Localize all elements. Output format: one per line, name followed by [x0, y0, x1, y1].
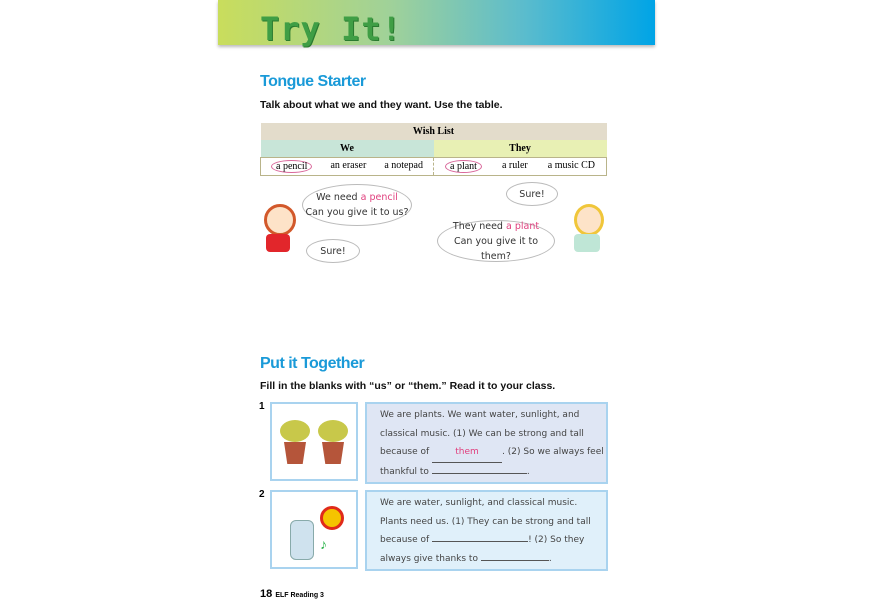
girl-illustration — [260, 204, 296, 252]
answer-blank[interactable] — [432, 473, 527, 474]
table-title: Wish List — [261, 123, 607, 140]
wish-list-table — [260, 123, 607, 176]
they-item: a ruler — [501, 160, 528, 171]
exercise-text: We are plants. We want water, sunlight, and classical music. (1) We can be strong and tall because of — [380, 410, 584, 457]
instruction: Talk about what we and they want. Use the table. — [260, 99, 503, 111]
water-sun-music-image: ♪ — [270, 490, 358, 569]
column-they: They — [434, 140, 607, 158]
bubble-text: Can you give it to us? — [305, 207, 409, 218]
exercise-text: ! (2) So they always give thanks to — [380, 535, 585, 564]
girl-speech-bubble — [302, 184, 412, 226]
exercise-text: . — [526, 466, 530, 477]
boy-illustration — [568, 204, 606, 252]
item-number: 2 — [259, 489, 265, 500]
exercise-text-2 — [365, 490, 608, 571]
answer-blank[interactable] — [432, 541, 528, 542]
exercise-text: . (2) So we always feel thankful to — [380, 447, 604, 477]
highlight-text: a pencil — [360, 192, 398, 203]
answer-blank[interactable]: them — [432, 443, 502, 463]
item-number: 1 — [259, 401, 265, 412]
page-number: 18 — [260, 588, 273, 600]
section-heading-tongue-starter: Tongue Starter — [260, 73, 366, 90]
they-item: a music CD — [547, 160, 595, 171]
plants-image — [270, 402, 358, 481]
highlight-text: a plant — [505, 220, 540, 232]
reply-bubble: Sure! — [506, 182, 558, 206]
reply-bubble: Sure! — [306, 239, 360, 263]
page-title: Try It! — [260, 10, 402, 48]
book-title: ELF Reading 3 — [275, 592, 324, 599]
we-item: a notepad — [384, 160, 423, 171]
footer — [260, 588, 324, 600]
answer-blank[interactable] — [481, 560, 549, 561]
bubble-text: They need — [452, 220, 506, 232]
exercise-text: . — [548, 553, 552, 564]
instruction: Fill in the blanks with “us” or “them.” Read it to your class. — [260, 380, 556, 392]
they-item: a plant — [445, 160, 482, 173]
bubble-text: We need — [316, 192, 361, 203]
boy-speech-bubble — [437, 220, 555, 262]
section-heading-put-it-together: Put it Together — [260, 355, 365, 372]
we-item: an eraser — [330, 160, 367, 171]
exercise-text-1 — [365, 402, 608, 484]
bubble-text: Can you give it to them? — [453, 235, 539, 262]
we-item: a pencil — [271, 160, 312, 173]
exercise-text: We are water, sunlight, and classical music. Plants need us. (1) They can be strong and tall because of — [380, 498, 591, 545]
column-we: We — [261, 140, 434, 158]
